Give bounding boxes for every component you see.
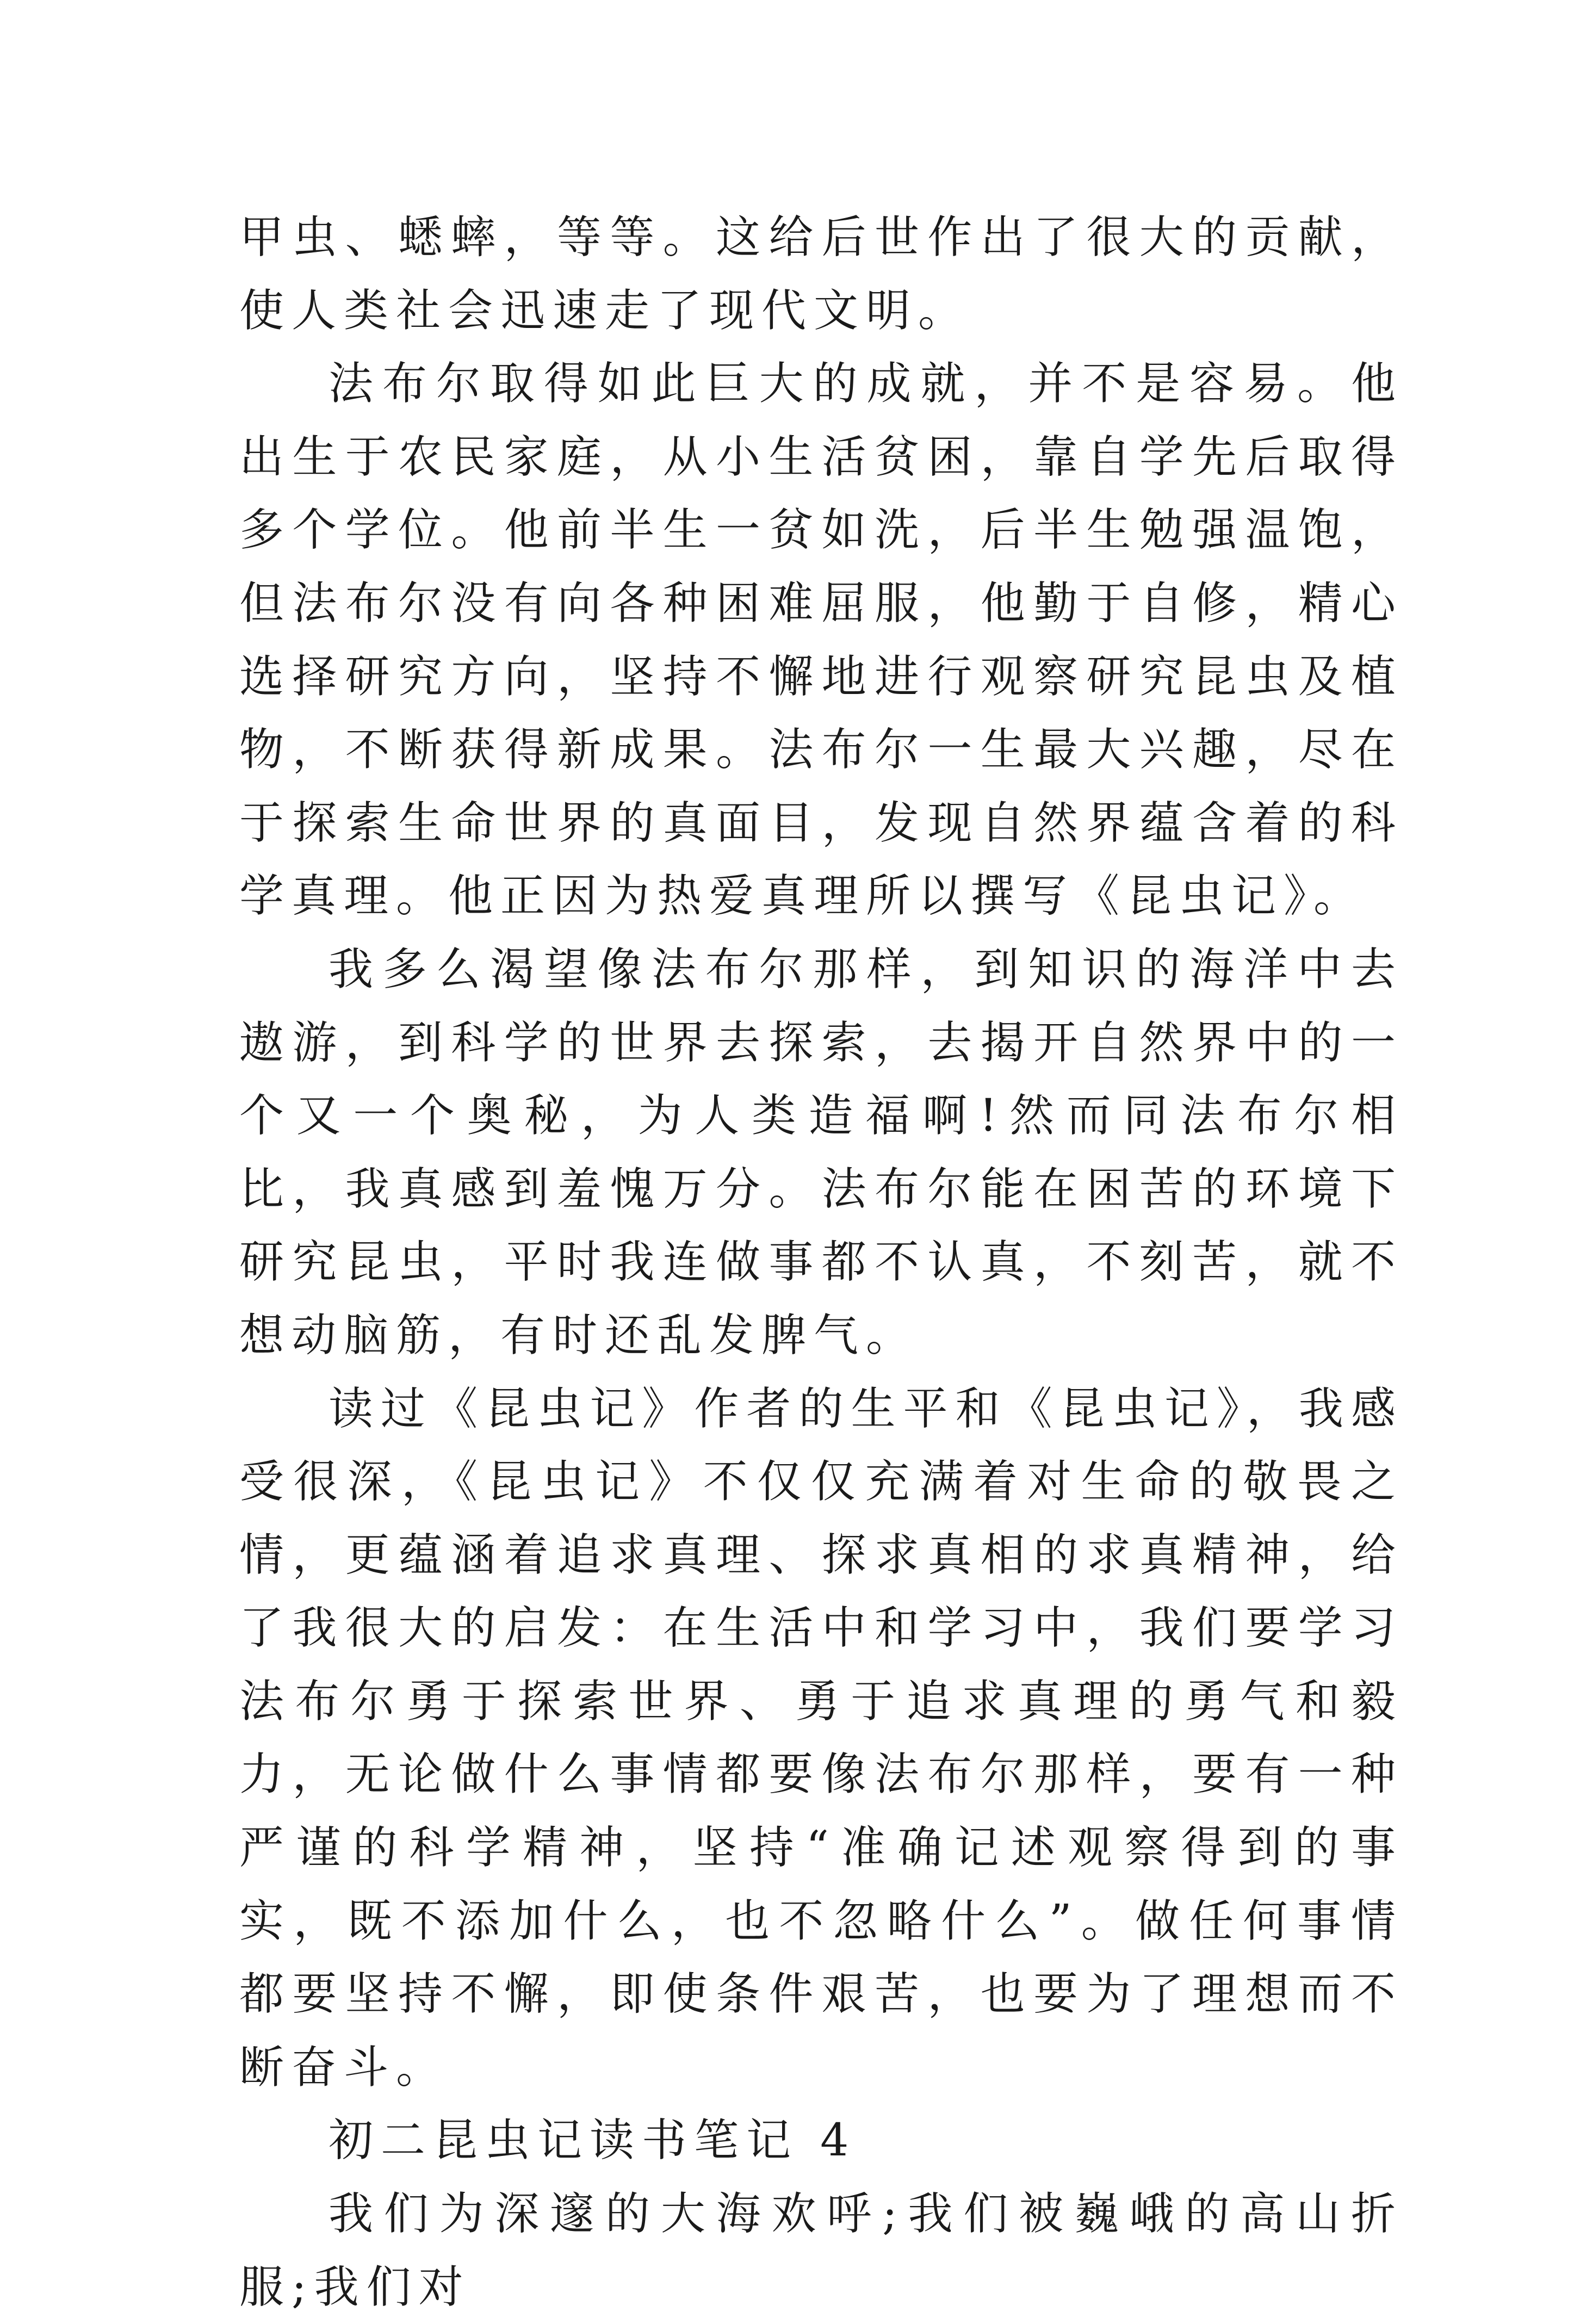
paragraph: 甲虫、蟋蟀，等等。这给后世作出了很大的贡献，使人类社会迅速走了现代文明。	[239, 212, 1403, 337]
paragraph: 我多么渴望像法布尔那样，到知识的海洋中去遨游，到科学的世界去探索，去揭开自然界中的一个又一个奥秘，为人类造福啊!然而同法布尔相比，我真感到羞愧万分。法布尔能在困苦的环境下研究昆虫，平时我连做事都不认真，不刻苦，就不想动脑筋，有时还乱发脾气。	[239, 943, 1403, 1361]
paragraph: 法布尔取得如此巨大的成就，并不是容易。他出生于农民家庭，从小生活贫困，靠自学先后取得多个学位。他前半生一贫如洗，后半生勉强温饱，但法布尔没有向各种困难屈服，他勤于自修，精心选择研究方向，坚持不懈地进行观察研究昆虫及植物，不断获得新成果。法布尔一生最大兴趣，尽在于探索生命世界的真面目，发现自然界蕴含着的科学真理。他正因为热爱真理所以撰写《昆虫记》。	[239, 358, 1403, 922]
paragraph: 读过《昆虫记》作者的生平和《昆虫记》，我感受很深，《昆虫记》不仅仅充满着对生命的敬畏之情，更蕴涵着追求真理、探求真相的求真精神，给了我很大的启发：在生活中和学习中，我们要学习法布尔勇于探索世界、勇于追求真理的勇气和毅力，无论做什么事情都要像法布尔那样，要有一种严谨的科学精神，坚持“准确记述观察得到的事实，既不添加什么，也不忽略什么”。做任何事情都要坚持不懈，即使条件艰苦，也要为了理想而不断奋斗。	[239, 1383, 1403, 2093]
section-heading: 初二昆虫记读书笔记 4	[329, 2115, 857, 2167]
document-body	[239, 201, 1403, 2324]
paragraph: 我们为深邃的大海欢呼;我们被巍峨的高山折服;我们对	[239, 2188, 1403, 2313]
